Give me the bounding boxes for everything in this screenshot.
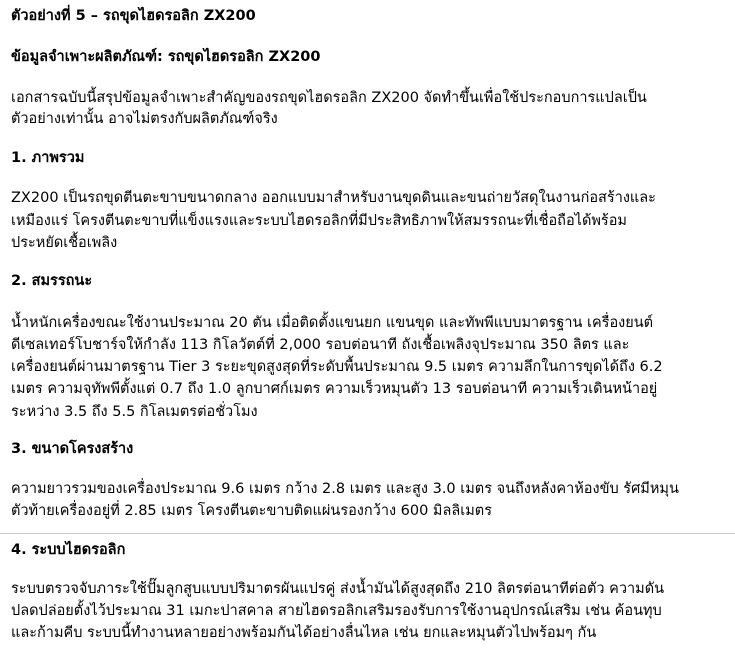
intro-line: เอกสารฉบับนี้สรุปข้อมูลจำเพาะสำคัญของรถขุดไฮดรอลิก ZX200 จัดทำขึ้นเพื่อใช้ประกอบการแปลเป็น — [11, 90, 647, 106]
performance-line: เครื่องยนต์ผ่านมาตรฐาน Tier 3 ระยะขุดสูงสุดที่ระดับพื้นประมาณ 9.5 เมตร ความลึกในการขุดได้ถึง 6.2 — [11, 359, 663, 375]
performance-line: ระหว่าง 3.5 ถึง 5.5 กิโลเมตรต่อชั่วโมง — [11, 404, 258, 420]
hydraulic-line: ปลดปล่อยตั้งไว้ประมาณ 31 เมกะปาสคาล สายไฮดรอลิกเสริมรองรับการใช้งานอุปกรณ์เสริม เช่น ค้อนทุบ — [11, 603, 662, 619]
section-heading-performance: 2. สมรรถนะ — [11, 273, 93, 289]
section-heading-dimensions: 3. ขนาดโครงสร้าง — [11, 441, 134, 457]
section-heading-hydraulic: 4. ระบบไฮดรอลิก — [11, 542, 126, 558]
overview-line: ประหยัดเชื้อเพลิง — [11, 235, 118, 251]
section-heading-overview: 1. ภาพรวม — [11, 150, 85, 166]
dimensions-line: ตัวท้ายเครื่องอยู่ที่ 2.85 เมตร โครงตีนตะขาบติดแผ่นรองกว้าง 600 มิลลิเมตร — [11, 503, 492, 519]
section-divider — [0, 533, 735, 534]
spec-heading: ข้อมูลจำเพาะผลิตภัณฑ์: รถขุดไฮดรอลิก ZX200 — [11, 49, 321, 65]
intro-line: ตัวอย่างเท่านั้น อาจไม่ตรงกับผลิตภัณฑ์จริง — [11, 111, 278, 127]
hydraulic-line: และก้ามคีบ ระบบนี้ทำงานหลายอย่างพร้อมกันได้อย่างลื่นไหล เช่น ยกและหมุนตัวไปพร้อมๆ กัน — [11, 625, 597, 641]
performance-line: เมตร ความจุทัพพีตั้งแต่ 0.7 ถึง 1.0 ลูกบาศก์เมตร ความเร็วหมุนตัว 13 รอบต่อนาที ความเร็วเดินหน้าอยู่ — [11, 381, 658, 397]
performance-line: ดีเซลเทอร์โบชาร์จให้กำลัง 113 กิโลวัตต์ที่ 2,000 รอบต่อนาที ถังเชื้อเพลิงจุประมาณ 350 ลิตร และ — [11, 337, 630, 353]
performance-line: น้ำหนักเครื่องขณะใช้งานประมาณ 20 ตัน เมื่อติดตั้งแขนยก แขนขุด และทัพพีแบบมาตรฐาน เครื่องยนต์ — [11, 315, 654, 331]
overview-line: ZX200 เป็นรถขุดตีนตะขาบขนาดกลาง ออกแบบมาสำหรับงานขุดดินและขนถ่ายวัสดุในงานก่อสร้างและ — [11, 190, 656, 206]
dimensions-line: ความยาวรวมของเครื่องประมาณ 9.6 เมตร กว้าง 2.8 เมตร และสูง 3.0 เมตร จนถึงหลังคาห้องขับ รัศมีหมุน — [11, 481, 679, 497]
document-title: ตัวอย่างที่ 5 – รถขุดไฮดรอลิก ZX200 — [11, 8, 256, 24]
overview-line: เหมืองแร่ โครงตีนตะขาบที่แข็งแรงและระบบไฮดรอลิกที่มีประสิทธิภาพให้สมรรถนะที่เชื่อถือได้พร้อม — [11, 213, 627, 229]
hydraulic-line: ระบบตรวจจับภาระใช้ปั๊มลูกสูบแบบปริมาตรผันแปรคู่ ส่งน้ำมันได้สูงสุดถึง 210 ลิตรต่อนาทีต่อตัว ความดัน — [11, 581, 665, 597]
